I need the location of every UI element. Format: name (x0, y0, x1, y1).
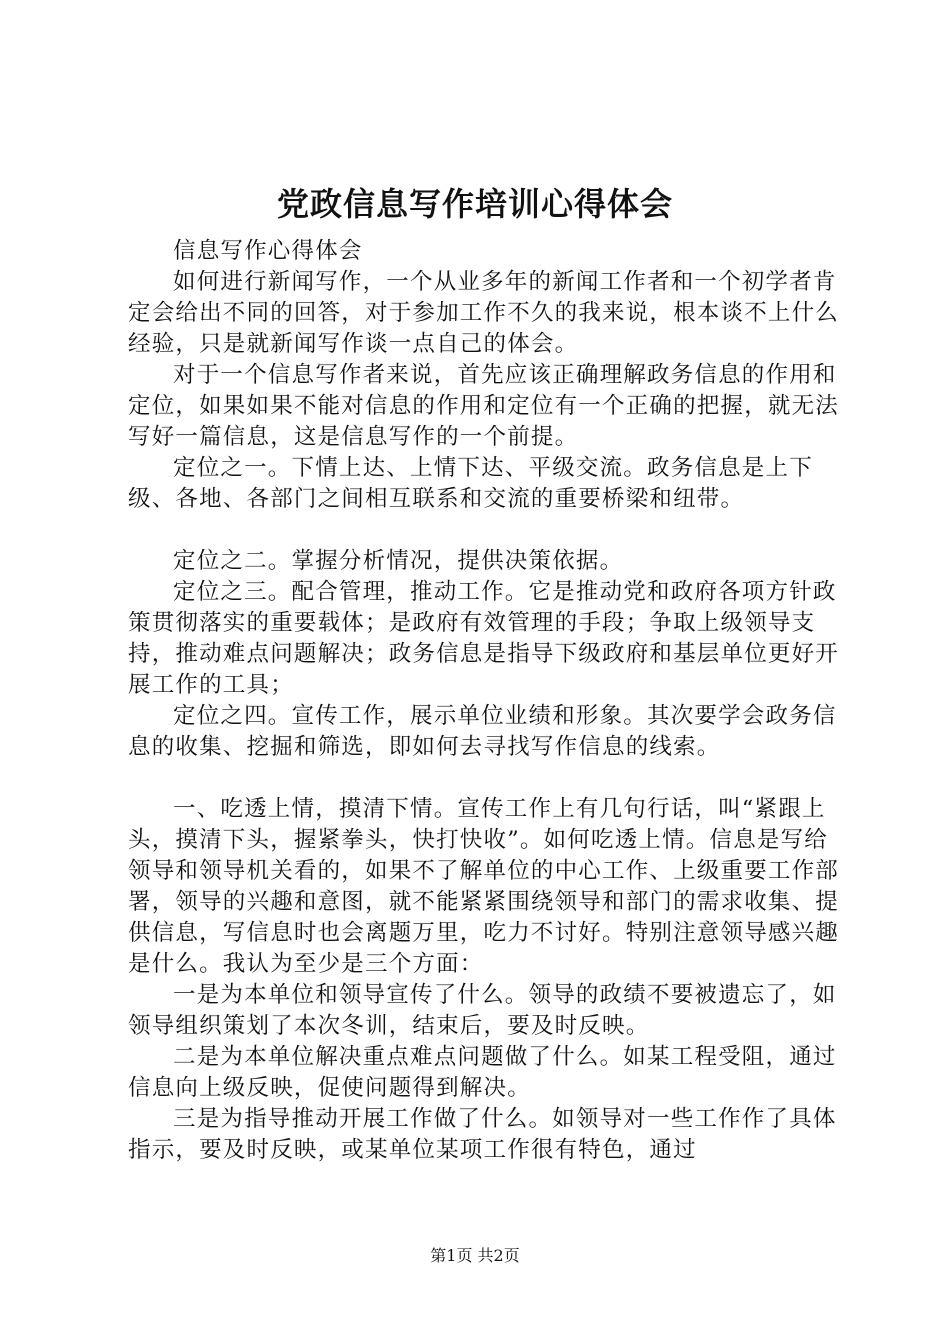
paragraph: 三是为指导推动开展工作做了什么。如领导对一些工作作了具体指示，要及时反映，或某单位某项工作很有特色，通过 (128, 1106, 837, 1163)
paragraph: 定位之四。宣传工作，展示单位业绩和形象。其次要学会政务信息的收集、挖掘和筛选，即如何去寻找写作信息的线索。 (128, 703, 837, 760)
paragraph: 定位之一。下情上达、上情下达、平级交流。政务信息是上下级、各地、各部门之间相互联系和交流的重要桥梁和纽带。 (128, 455, 813, 512)
paragraph: 如何进行新闻写作，一个从业多年的新闻工作者和一个初学者肯定会给出不同的回答，对于参加工作不久的我来说，根本谈不上什么经验，只是就新闻写作谈一点自己的体会。 (128, 269, 840, 357)
paragraph-subtitle: 信息写作心得体会 (173, 238, 363, 264)
paragraph: 一、吃透上情，摸清下情。宣传工作上有几句行话，叫“紧跟上头，摸清下头，握紧拳头，快打快收”。如何吃透上情。信息是写给领导和领导机关看的，如果不了解单位的中心工作、上级重要工作部署，领导的兴趣和意图，就不能紧紧围绕领导和部门的需求收集、提供信息，写信息时也会离题万里，吃力不讨好。特别注意领导感兴趣是什么。我认为至少是三个方面： (128, 796, 840, 977)
paragraph: 对于一个信息写作者来说，首先应该正确理解政务信息的作用和定位，如果如果不能对信息的作用和定位有一个正确的把握，就无法写好一篇信息，这是信息写作的一个前提。 (128, 362, 840, 450)
paragraph: 定位之二。掌握分析情况，提供决策依据。 (173, 548, 624, 574)
document-title: 党政信息写作培训心得体会 (276, 185, 673, 223)
paragraph: 二是为本单位解决重点难点问题做了什么。如某工程受阻，通过信息向上级反映，促使问题得到解决。 (128, 1044, 837, 1101)
page-footer: 第1页 共2页 (430, 1246, 520, 1265)
document-body (128, 236, 844, 1166)
paragraph: 一是为本单位和领导宣传了什么。领导的政绩不要被遗忘了，如领导组织策划了本次冬训，结束后，要及时反映。 (128, 982, 837, 1039)
paragraph: 定位之三。配合管理，推动工作。它是推动党和政府各项方针政策贯彻落实的重要载体；是政府有效管理的手段；争取上级领导支持，推动难点问题解决；政务信息是指导下级政府和基层单位更好开展工作的工具； (128, 579, 840, 698)
